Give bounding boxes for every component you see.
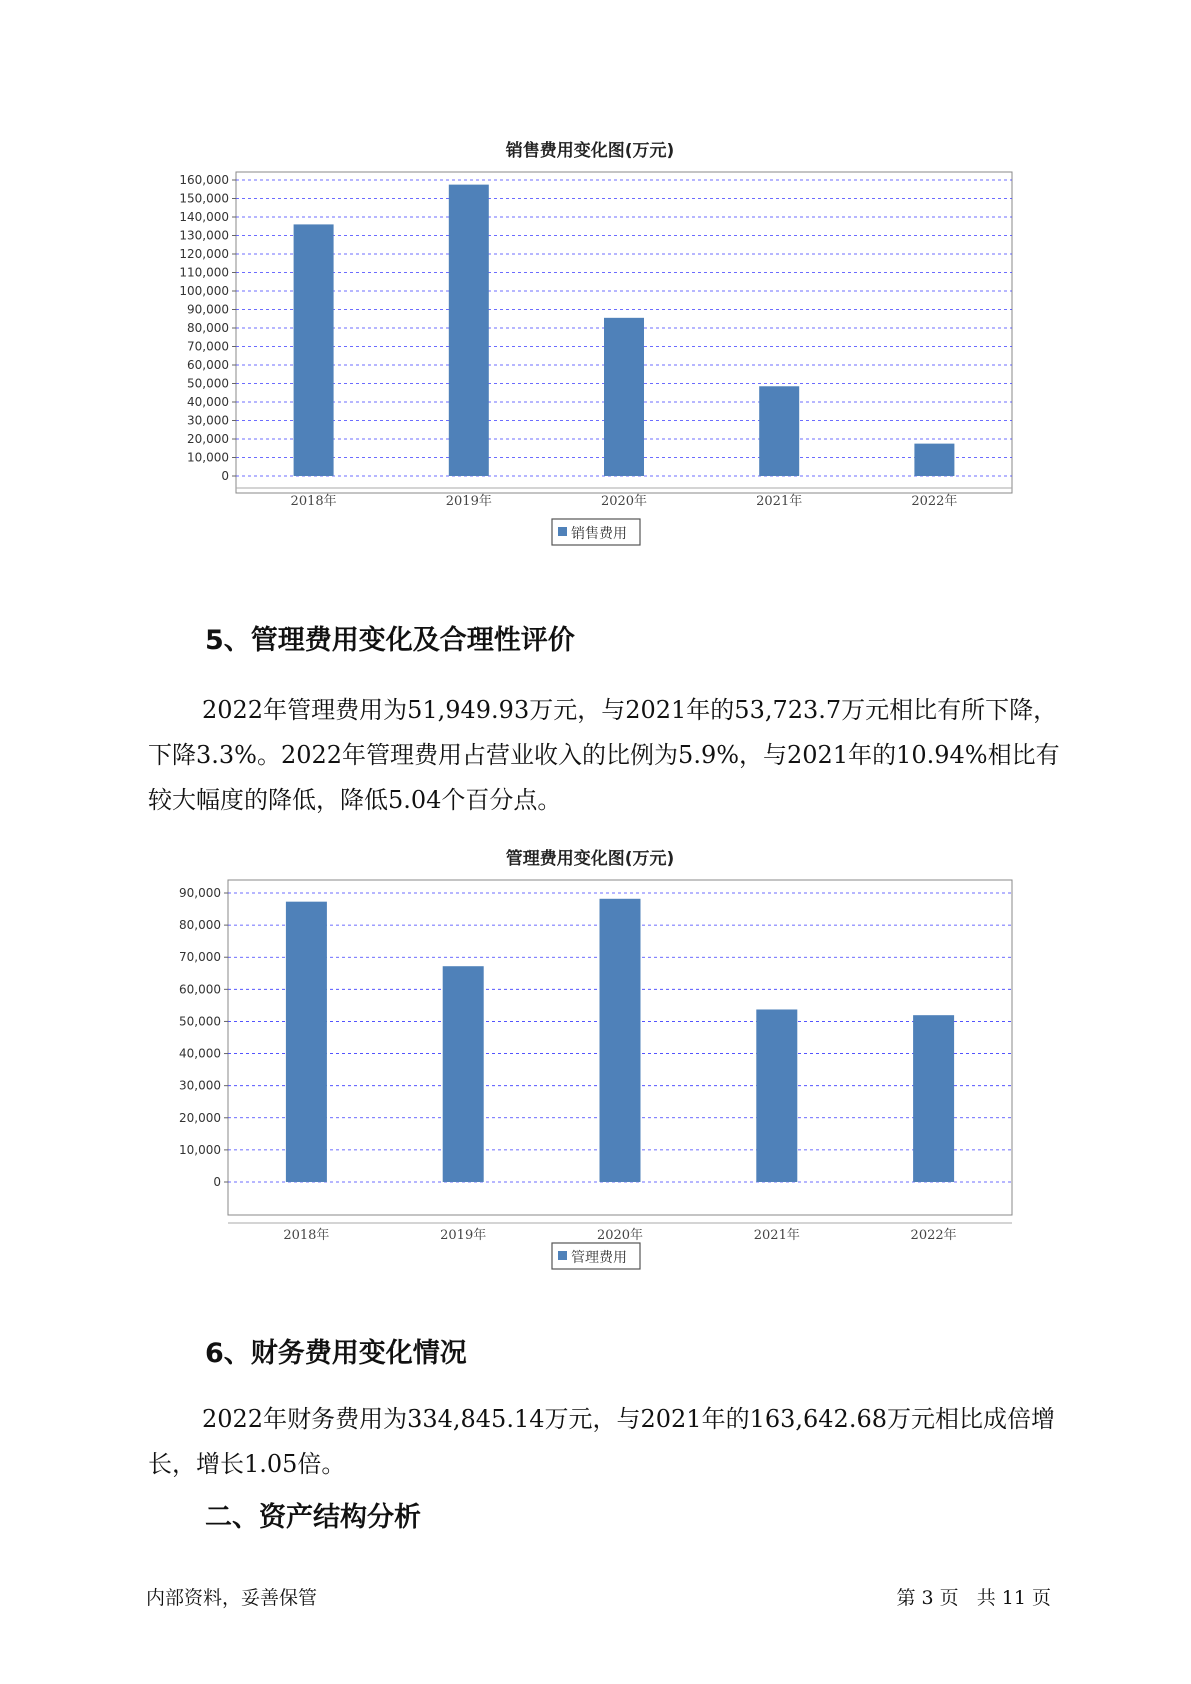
y-tick-label: 160,000	[179, 173, 229, 187]
bar-2019年	[443, 966, 484, 1182]
bar-2020年	[600, 899, 641, 1182]
x-tick-label: 2018年	[283, 1228, 330, 1243]
x-tick-label: 2022年	[911, 494, 958, 509]
y-tick-label: 130,000	[179, 228, 229, 243]
x-tick-label: 2019年	[440, 1228, 487, 1243]
section-5-paragraph: 2022年管理费用为51,949.93万元，与2021年的53,723.7万元相比有所下降，下降3.3%。2022年管理费用占营业收入的比例为5.9%，与2021年的10.94%相比有较大幅度的降低，降低5.04个百分点。	[148, 696, 1060, 814]
bar-2021年	[759, 386, 799, 476]
y-tick-labels	[179, 886, 221, 1189]
bar-2019年	[449, 185, 489, 476]
x-tick-label: 2022年	[910, 1228, 957, 1243]
bar-2018年	[294, 224, 334, 476]
y-tick-label: 60,000	[187, 358, 229, 372]
y-tick-label: 50,000	[187, 376, 229, 391]
chart-title: 管理费用变化图(万元)	[505, 849, 675, 869]
y-tick-label: 70,000	[187, 339, 229, 354]
y-tick-label: 0	[221, 469, 229, 483]
x-tick-labels	[291, 493, 958, 509]
bar-2022年	[913, 1015, 954, 1182]
y-tick-label: 10,000	[187, 450, 229, 465]
admin-expense-chart-svg	[150, 843, 1030, 1303]
admin-expense-chart	[150, 843, 1030, 1303]
x-tick-label: 2020年	[600, 494, 648, 509]
x-tick-label: 2020年	[596, 1228, 644, 1243]
section-6-paragraph: 2022年财务费用为334,845.14万元，与2021年的163,642.68万元相比成倍增长，增长1.05倍。	[148, 1405, 1055, 1478]
legend	[552, 1243, 640, 1269]
y-tick-label: 120,000	[179, 247, 229, 261]
y-tick-label: 110,000	[179, 265, 229, 280]
y-tick-label: 50,000	[179, 1014, 221, 1029]
legend-label: 销售费用	[571, 526, 627, 542]
footer-page-number: 第 3 页 共 11 页	[896, 1587, 1051, 1609]
y-tick-label: 90,000	[187, 302, 229, 317]
bar-2018年	[286, 902, 327, 1182]
y-tick-label: 60,000	[179, 982, 221, 997]
y-tick-label: 90,000	[179, 886, 221, 900]
y-tick-label: 100,000	[179, 284, 229, 298]
y-tick-label: 80,000	[179, 918, 221, 933]
section-2-heading: 二、资产结构分析	[205, 1502, 421, 1533]
y-tick-label: 20,000	[187, 432, 229, 446]
bar-2020年	[604, 318, 644, 476]
y-tick-label: 150,000	[179, 191, 229, 206]
y-tick-label: 80,000	[187, 321, 229, 335]
legend-swatch	[558, 1251, 567, 1260]
section-6-heading: 6、财务费用变化情况	[205, 1338, 467, 1369]
x-tick-label: 2019年	[445, 494, 492, 509]
sales-expense-chart	[150, 135, 1030, 595]
x-tick-label: 2021年	[753, 1228, 800, 1243]
y-tick-label: 0	[213, 1175, 221, 1189]
footer-confidential: 内部资料，妥善保管	[146, 1587, 318, 1609]
y-tick-labels	[179, 173, 229, 483]
y-tick-label: 140,000	[179, 210, 229, 224]
y-tick-label: 70,000	[179, 950, 221, 965]
legend-label: 管理费用	[571, 1250, 627, 1266]
sales-expense-chart-svg	[150, 135, 1030, 595]
bars	[294, 185, 955, 476]
y-tick-label: 40,000	[187, 395, 229, 409]
x-tick-label: 2018年	[290, 494, 337, 509]
y-tick-label: 30,000	[187, 413, 229, 428]
x-tick-label: 2021年	[756, 494, 803, 509]
y-tick-label: 30,000	[179, 1078, 221, 1093]
bars	[286, 899, 954, 1182]
bar-2021年	[756, 1009, 797, 1182]
section-5-heading: 5、管理费用变化及合理性评价	[205, 625, 575, 656]
y-tick-label: 40,000	[179, 1046, 221, 1061]
y-tick-label: 10,000	[179, 1142, 221, 1157]
y-tick-label: 20,000	[179, 1110, 221, 1125]
bar-2022年	[914, 444, 954, 476]
legend-swatch	[558, 527, 567, 536]
x-tick-labels	[283, 1227, 956, 1243]
chart-title: 销售费用变化图(万元)	[505, 141, 675, 161]
legend	[552, 519, 640, 545]
